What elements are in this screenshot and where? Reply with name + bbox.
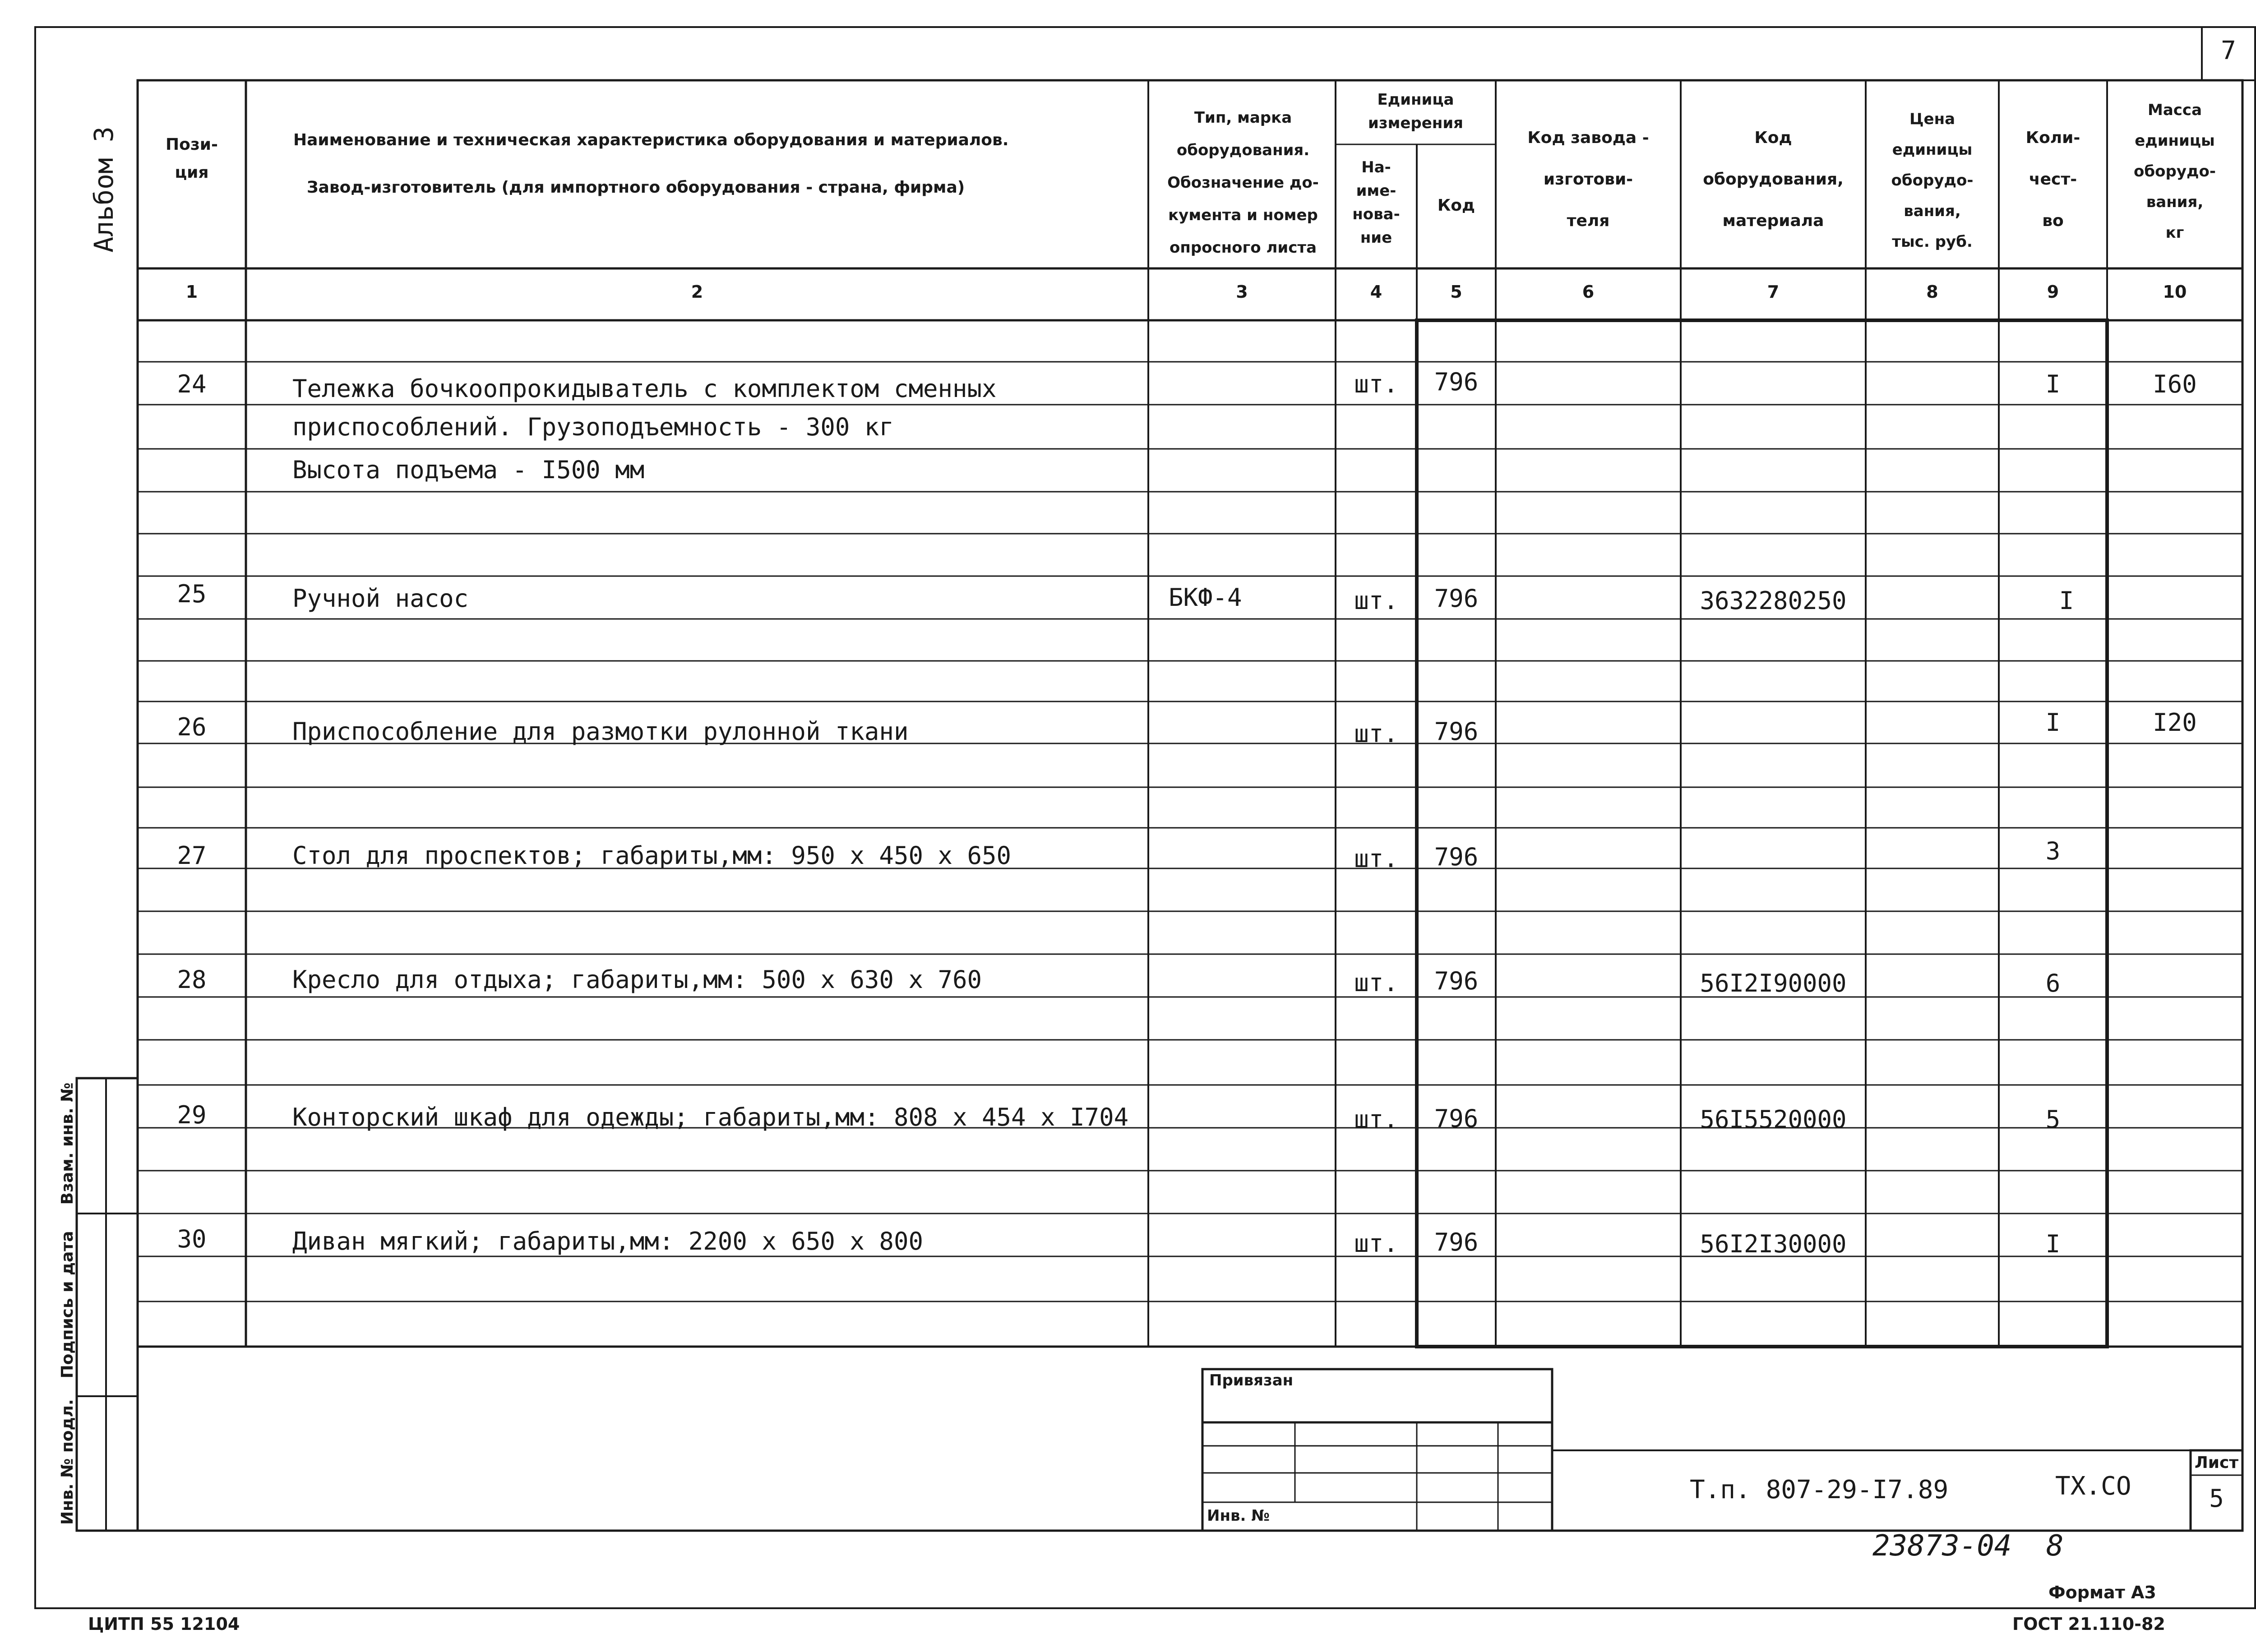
stamp-vzam: Взам. инв. № [58,1082,77,1205]
list-value: 5 [2209,1484,2224,1513]
row-unit: шт. [1354,720,1398,748]
row-name: Тележка бочкоопрокидыватель с комплектом сменных [292,374,997,403]
header-material-code: Код оборудования, материала [1703,129,1844,230]
row-unit-code: 796 [1434,1104,1479,1133]
row-type: БКФ-4 [1169,583,1242,612]
row-quantity: 6 [2045,969,2061,997]
row-quantity: 5 [2045,1105,2061,1134]
header-name-line2: Завод-изготовитель (для импортного оборудования - страна, фирма) [307,178,965,197]
row-unit: шт. [1354,844,1398,873]
row-unit-code: 796 [1434,843,1479,871]
footer-left: ЦИТП 55 12104 [88,1614,240,1634]
column-number: 4 [1370,282,1382,302]
header-type: Тип, марка оборудования. Обозначение до- кумента и номер опросного листа [1167,109,1319,257]
row-unit: шт. [1354,969,1398,997]
row-position: 25 [177,580,207,608]
row-unit: шт. [1354,1105,1398,1134]
row-name: Диван мягкий; габариты,мм: 2200 х 650 х 800 [292,1227,923,1255]
row-material-code: 56I5520000 [1700,1105,1847,1134]
row-position: 28 [177,965,207,994]
row-name: приспособлений. Грузоподъемность - 300 кг [292,413,894,441]
header-unit-code: Код [1437,196,1475,215]
stamp-inv-podl: Инв. № подл. [58,1399,77,1525]
header-factory-code: Код завода - изготови- теля [1527,129,1649,230]
column-number: 2 [691,282,703,302]
header-unit: Единица измерения [1368,91,1463,132]
row-position: 24 [177,370,207,398]
row-mass: I20 [2153,708,2197,737]
row-unit: шт. [1354,1229,1398,1258]
row-material-code: 56I2I30000 [1700,1230,1847,1258]
document-code: Т.п. 807-29-I7.89 [1690,1475,1949,1504]
row-quantity: I [2059,586,2074,615]
row-unit-code: 796 [1434,717,1479,746]
column-number: 10 [2163,282,2187,302]
handwritten-digit: 8 [2046,1529,2064,1563]
inv-no-label: Инв. № [1207,1507,1270,1525]
row-unit-code: 796 [1434,967,1479,995]
row-material-code: 3632280250 [1700,586,1847,615]
row-quantity: I [2045,370,2061,398]
row-name: Стол для проспектов; габариты,мм: 950 х 450 х 650 [292,841,1012,870]
row-quantity: I [2045,708,2061,737]
column-number: 3 [1236,282,1248,302]
column-number: 9 [2047,282,2059,302]
row-unit-code: 796 [1434,584,1479,613]
row-unit: шт. [1354,586,1398,615]
row-quantity: 3 [2045,837,2061,865]
header-name-line1: Наименование и техническая характеристика оборудования и материалов. [293,131,1009,149]
format-label: Формат А3 [2048,1583,2156,1602]
row-material-code: 56I2I90000 [1700,969,1847,997]
column-number: 5 [1450,282,1462,302]
sheet-number: 7 [2221,36,2236,65]
footer-right: ГОСТ 21.110-82 [2012,1614,2165,1634]
row-mass: I60 [2153,370,2197,398]
header-mass: Масса единицы оборудо- вания, кг [2134,101,2216,242]
row-position: 26 [177,713,207,741]
row-position: 29 [177,1101,207,1129]
row-unit-code: 796 [1434,368,1479,396]
row-name: Кресло для отдыха; габариты,мм: 500 х 630 х 760 [292,965,982,994]
column-number: 7 [1767,282,1780,302]
row-name: Конторский шкаф для одежды; габариты,мм: 808 х 454 х I704 [292,1103,1129,1131]
column-number: 6 [1582,282,1595,302]
row-unit: шт. [1354,370,1398,398]
handwritten-number: 23873-04 [1872,1529,2012,1563]
column-number: 1 [185,282,198,302]
row-position: 27 [177,841,207,870]
header-position: Пози- ция [166,135,218,182]
row-name: Приспособление для размотки рулонной ткани [292,717,909,746]
list-label: Лист [2194,1454,2239,1472]
row-name: Высота подъема - I500 мм [292,456,645,484]
header-price: Цена единицы оборудо- вания, тыс. руб. [1891,110,1974,251]
privyazan-label: Привязан [1209,1371,1294,1389]
document-mark: ТХ.СО [2055,1472,2131,1501]
stamp-podpis: Подпись и дата [58,1231,77,1379]
column-number: 8 [1926,282,1938,302]
album-label: Альбом 3 [88,126,119,253]
row-position: 30 [177,1225,207,1253]
row-quantity: I [2045,1230,2061,1258]
row-unit-code: 796 [1434,1228,1479,1256]
header-unit-name: На- име- нова- ние [1352,158,1400,247]
row-name: Ручной насос [292,584,469,613]
header-quantity: Коли- чест- во [2025,129,2080,230]
